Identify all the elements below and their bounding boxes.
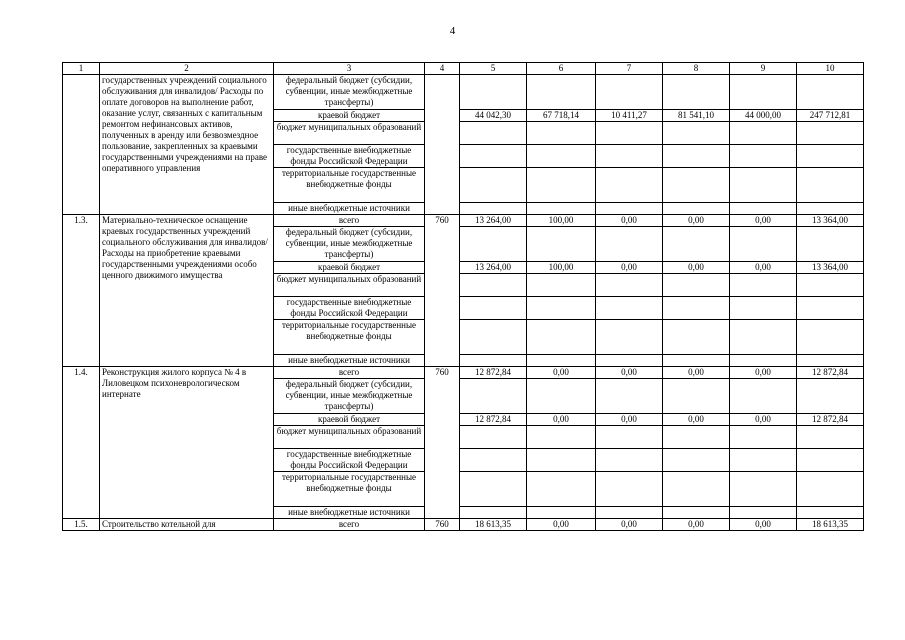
value-cell: 0,00: [730, 215, 797, 227]
value-cell: 0,00: [730, 262, 797, 274]
source-territorial: территориальные государственные внебюджетные фонды: [274, 472, 425, 507]
row-number-cell: 1.5.: [63, 519, 100, 531]
value-cell: 0,00: [663, 367, 730, 379]
table-row: [63, 367, 864, 379]
value-cell: 0,00: [730, 519, 797, 531]
header-cell: 1: [63, 63, 100, 75]
source-federal: федеральный бюджет (субсидии, субвенции, иные межбюджетные трансферты): [274, 227, 425, 262]
page-number: 4: [449, 25, 456, 37]
source-other: иные внебюджетные источники: [274, 203, 425, 215]
value-cell: 247 712,81: [797, 110, 864, 122]
value-cell: 0,00: [663, 519, 730, 531]
source-other: иные внебюджетные источники: [274, 355, 425, 367]
value-cell: 0,00: [663, 215, 730, 227]
table-row: [63, 215, 864, 227]
header-cell: 7: [596, 63, 663, 75]
value-cell: 12 872,84: [797, 414, 864, 426]
value-cell: 13 364,00: [797, 262, 864, 274]
value-cell: 0,00: [596, 262, 663, 274]
value-cell: 12 872,84: [797, 367, 864, 379]
value-cell: 0,00: [596, 414, 663, 426]
item-name-cell: Материально-техническое оснащение краевых государственных учреждений социального обслуживания для инвалидов/ Расходы на приобретение краевыми государственными учреждениями особо ценного движимого имущества: [100, 215, 274, 367]
header-cell: 8: [663, 63, 730, 75]
value-cell: 0,00: [527, 414, 596, 426]
value-cell: 0,00: [730, 414, 797, 426]
budget-table: [62, 62, 864, 531]
item-name-cell: Строительство котельной для: [100, 519, 274, 531]
value-cell: 13 364,00: [797, 215, 864, 227]
value-cell: 0,00: [596, 367, 663, 379]
source-regional: краевой бюджет: [274, 110, 425, 122]
source-municipal: бюджет муниципальных образований: [274, 122, 425, 145]
source-state-funds: государственные внебюджетные фонды Российской Федерации: [274, 145, 425, 168]
row-number-cell: 1.4.: [63, 367, 100, 519]
source-municipal: бюджет муниципальных образований: [274, 274, 425, 297]
header-cell: 3: [274, 63, 425, 75]
item-name-cell: государственных учреждений социального обслуживания для инвалидов/ Расходы по оплате договоров на выполнение работ, оказание услуг, связанных с капитальным ремонтом нефинансовых активов, полученных в аренду или безвозмездное пользование, закрепленных за краевыми государственными учреждениями на праве оперативного управления: [100, 75, 274, 215]
code-cell: 760: [425, 519, 460, 531]
value-cell: 44 000,00: [730, 110, 797, 122]
value-cell: 0,00: [596, 215, 663, 227]
value-cell: 18 613,35: [797, 519, 864, 531]
header-cell: 10: [797, 63, 864, 75]
source-regional: краевой бюджет: [274, 414, 425, 426]
source-regional: краевой бюджет: [274, 262, 425, 274]
code-cell: [425, 75, 460, 215]
source-territorial: территориальные государственные внебюджетные фонды: [274, 168, 425, 203]
value-cell: 0,00: [730, 367, 797, 379]
value-cell: 0,00: [527, 519, 596, 531]
code-cell: 760: [425, 215, 460, 367]
value-cell: 44 042,30: [460, 110, 527, 122]
value-cell: 0,00: [596, 519, 663, 531]
value-cell: 67 718,14: [527, 110, 596, 122]
value-cell: 12 872,84: [460, 367, 527, 379]
table-row: [63, 519, 864, 531]
source-territorial: территориальные государственные внебюджетные фонды: [274, 320, 425, 355]
header-row: [63, 63, 864, 75]
header-cell: 4: [425, 63, 460, 75]
value-cell: 100,00: [527, 215, 596, 227]
source-total: всего: [274, 519, 425, 531]
source-total: всего: [274, 215, 425, 227]
source-federal: федеральный бюджет (субсидии, субвенции, иные межбюджетные трансферты): [274, 75, 425, 110]
source-state-funds: государственные внебюджетные фонды Российской Федерации: [274, 297, 425, 320]
value-cell: 18 613,35: [460, 519, 527, 531]
source-state-funds: государственные внебюджетные фонды Российской Федерации: [274, 449, 425, 472]
header-cell: 2: [100, 63, 274, 75]
table-row: [63, 75, 864, 110]
value-cell: 0,00: [663, 414, 730, 426]
value-cell: 10 411,27: [596, 110, 663, 122]
value-cell: 13 264,00: [460, 262, 527, 274]
value-cell: 13 264,00: [460, 215, 527, 227]
code-cell: 760: [425, 367, 460, 519]
header-cell: 5: [460, 63, 527, 75]
header-cell: 6: [527, 63, 596, 75]
value-cell: 0,00: [663, 262, 730, 274]
row-number-cell: [63, 75, 100, 215]
row-number-cell: 1.3.: [63, 215, 100, 367]
source-municipal: бюджет муниципальных образований: [274, 426, 425, 449]
value-cell: 12 872,84: [460, 414, 527, 426]
value-cell: 0,00: [527, 367, 596, 379]
value-cell: 100,00: [527, 262, 596, 274]
source-total: всего: [274, 367, 425, 379]
item-name-cell: Реконструкция жилого корпуса № 4 в Лиловецком психоневрологическом интернате: [100, 367, 274, 519]
source-federal: федеральный бюджет (субсидии, субвенции, иные межбюджетные трансферты): [274, 379, 425, 414]
source-other: иные внебюджетные источники: [274, 507, 425, 519]
value-cell: 81 541,10: [663, 110, 730, 122]
header-cell: 9: [730, 63, 797, 75]
